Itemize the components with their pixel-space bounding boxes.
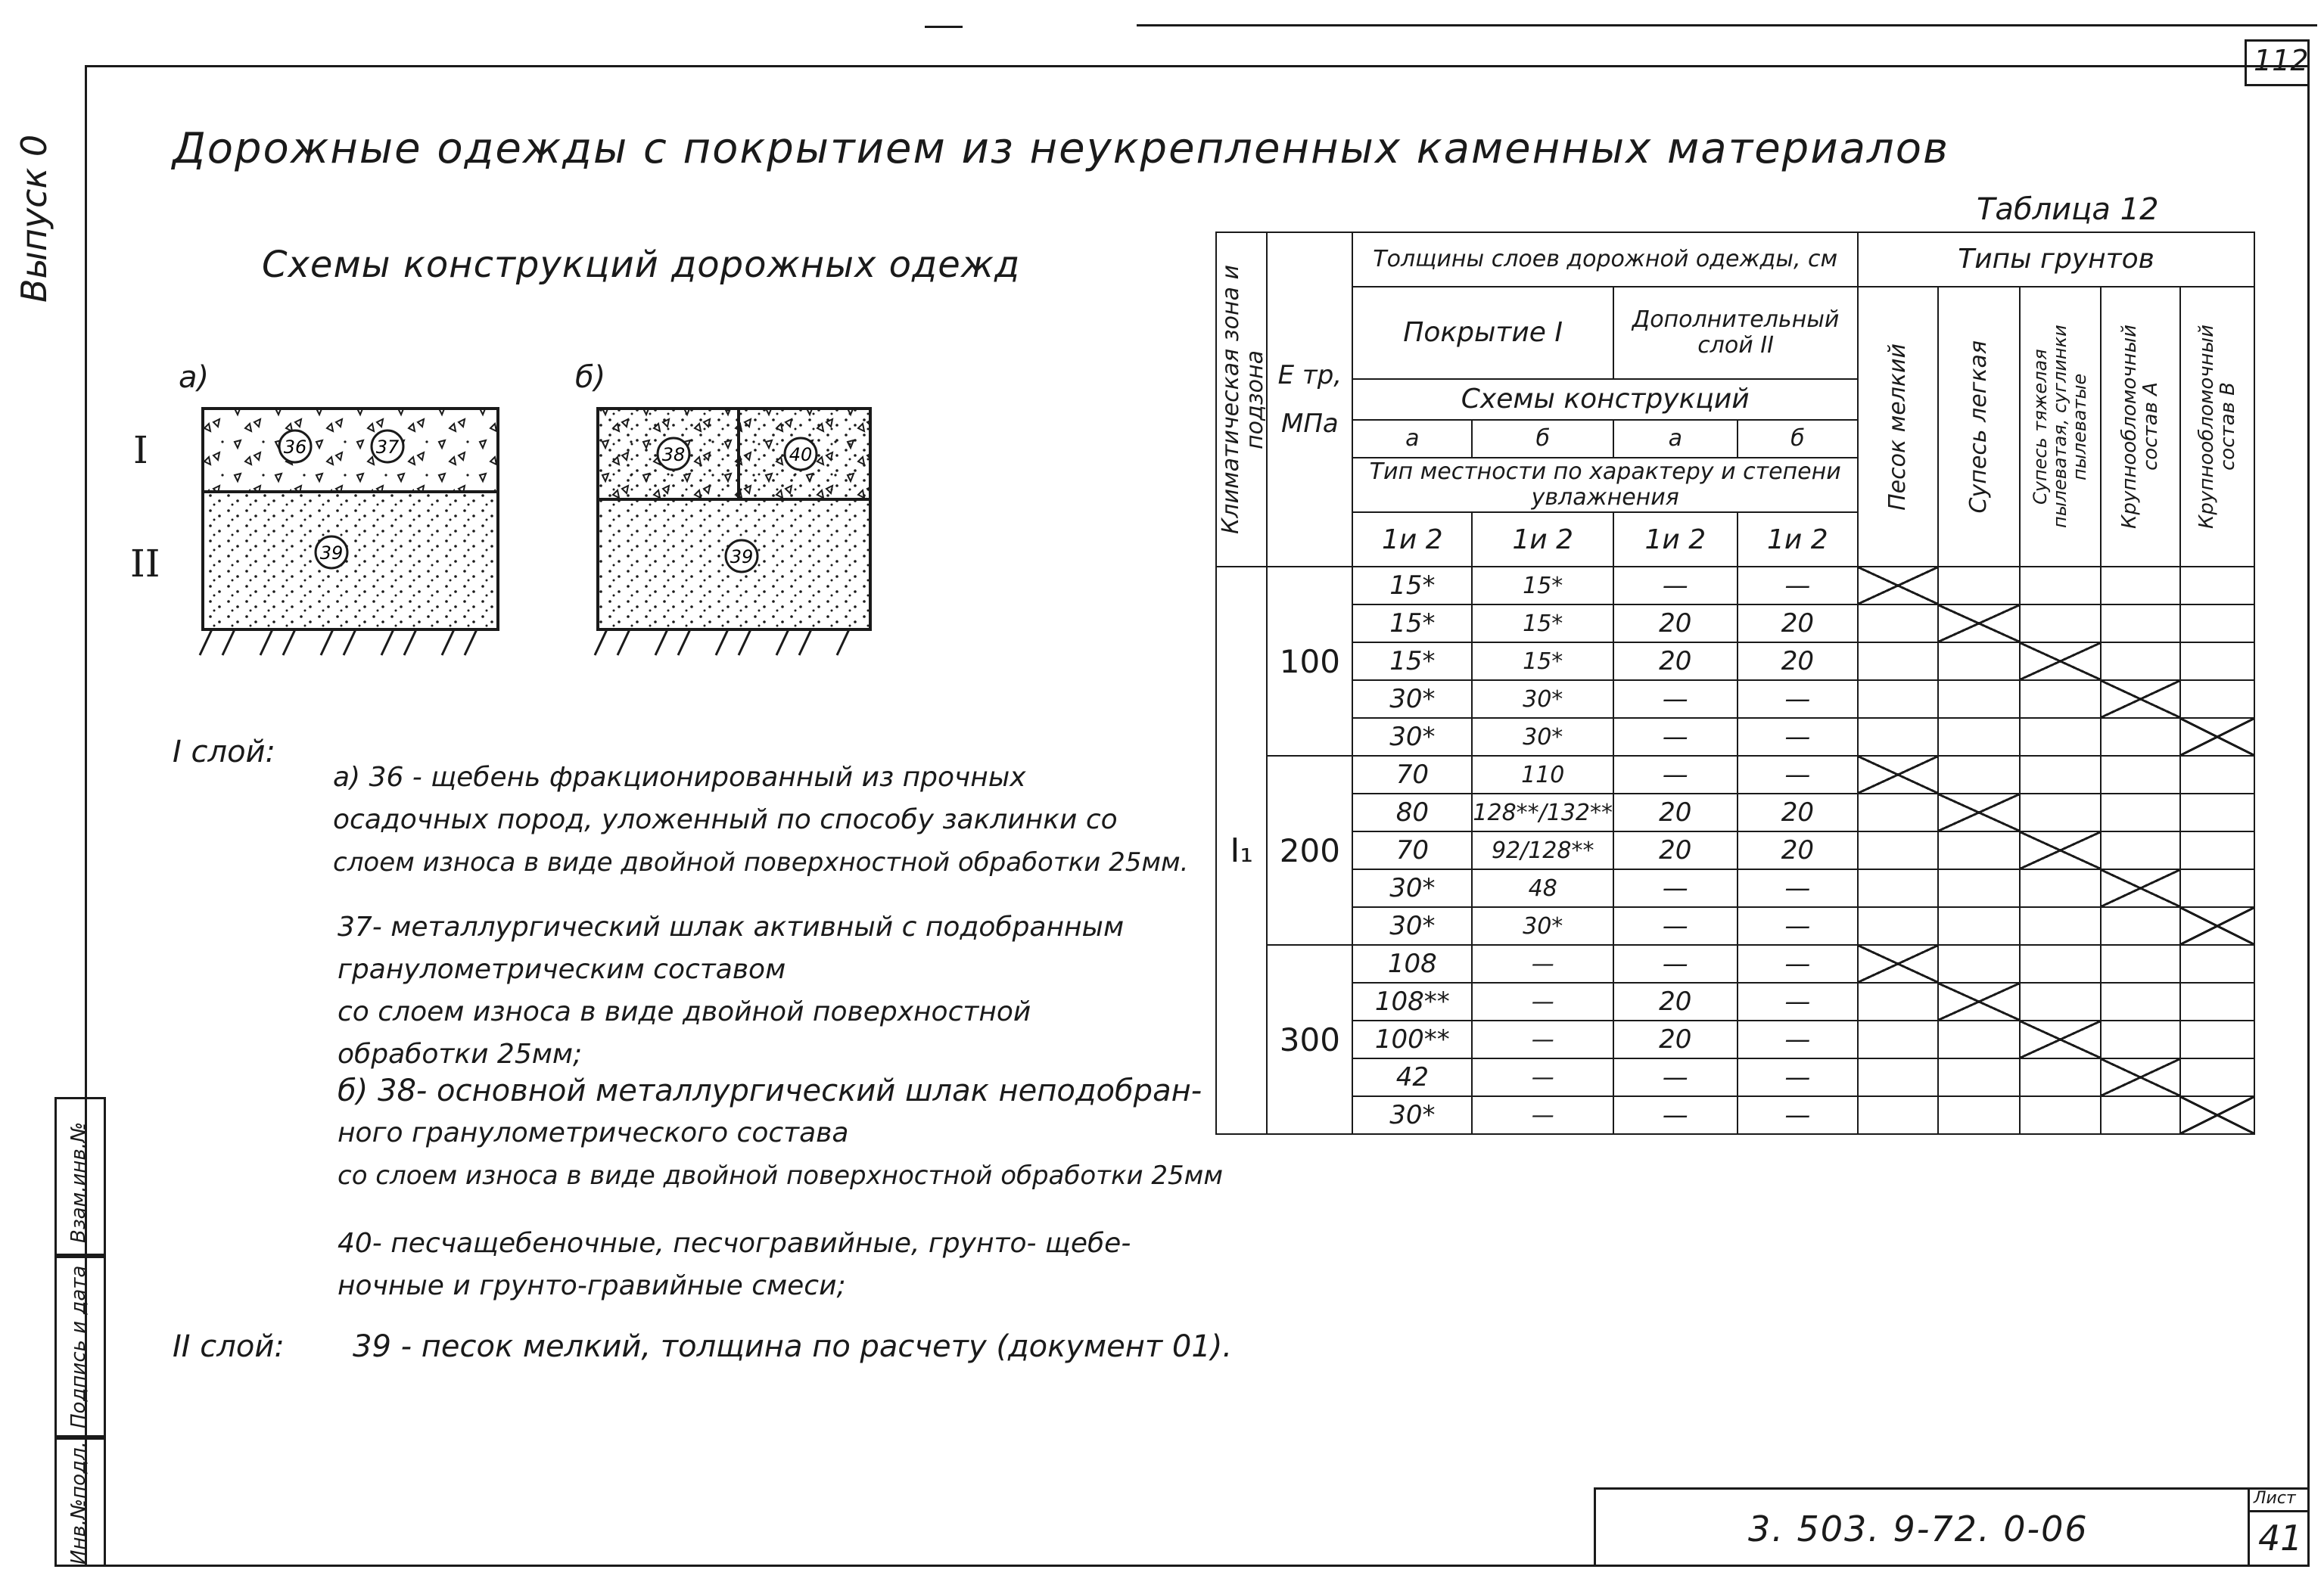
soil-cell (1938, 983, 2020, 1021)
soil-cell (2180, 718, 2254, 756)
soil-cell (2180, 1096, 2254, 1134)
soil-cell (1938, 907, 2020, 945)
soil-cell (1938, 831, 2020, 869)
sidebar-cell-3-label: Инв.№подл. (67, 1441, 90, 1565)
legend-a-37 (338, 906, 1124, 1076)
soil-cell (2101, 680, 2180, 718)
thickness-cell: — (1738, 983, 1859, 1021)
legend-line: со слоем износа в виде двойной поверхностной обработки 25мм (338, 1161, 1223, 1191)
soil-cell (2020, 1096, 2101, 1134)
soil-cell (1858, 869, 1938, 907)
thickness-cell: — (1613, 945, 1738, 983)
soil-cell (2101, 718, 2180, 756)
soil-cell (2180, 869, 2254, 907)
thickness-cell: 30* (1472, 680, 1613, 718)
head-terrain: Тип местности по характеру и степени увлажнения (1352, 458, 1858, 512)
soil-cell (2101, 831, 2180, 869)
soil-cell (2180, 756, 2254, 794)
scheme-b-num-40: 40 (789, 444, 813, 465)
scheme-b-label: б) (575, 360, 606, 395)
soil-cell (2020, 831, 2101, 869)
thickness-cell: — (1613, 567, 1738, 604)
head-terrain-2: 1и 2 (1472, 512, 1613, 567)
soil-head-3 (2020, 287, 2101, 567)
scheme-a-num-36: 36 (283, 437, 307, 458)
thickness-cell: — (1472, 983, 1613, 1021)
scheme-a (200, 409, 498, 655)
thickness-cell: — (1738, 1021, 1859, 1058)
head-schemes: Схемы конструкций (1352, 379, 1858, 420)
thickness-cell: 70 (1352, 831, 1472, 869)
thickness-cell: 30* (1472, 718, 1613, 756)
soil-head-5 (2180, 287, 2254, 567)
soil-cell (2020, 756, 2101, 794)
stamp-doc-code: 3. 503. 9-72. 0-06 (1748, 1509, 2089, 1549)
soil-head-1 (1858, 287, 1938, 567)
soil-cell (1858, 680, 1938, 718)
head-zone (1216, 232, 1267, 567)
thickness-cell: 20 (1613, 831, 1738, 869)
soil-head-1-text: Песок мелкий (1884, 343, 1912, 511)
table-row (1216, 604, 2254, 642)
layer-II-legend-label: II слой: (173, 1329, 285, 1364)
soil-cell (1858, 604, 1938, 642)
soil-cell (2101, 983, 2180, 1021)
soil-head-3-text: Супесь тяжелая пылеватая, суглинки пылеватые (2030, 325, 2091, 529)
head-col-b2: б (1738, 420, 1859, 458)
thickness-cell: 20 (1738, 794, 1859, 831)
legend-line: б) 38- основной металлургический шлак неподобран- (338, 1074, 1202, 1108)
soil-cell (1858, 1021, 1938, 1058)
legend-line: ночные и грунто-гравийные смеси; (338, 1270, 846, 1301)
thickness-cell: — (1738, 567, 1859, 604)
soil-cell (2180, 794, 2254, 831)
soil-cell (2180, 604, 2254, 642)
thickness-cell: 15* (1352, 642, 1472, 680)
thickness-cell: — (1613, 869, 1738, 907)
soil-cell (2020, 983, 2101, 1021)
legend-line: гранулометрическим составом (338, 954, 786, 985)
soil-cell (2020, 642, 2101, 680)
thickness-cell: 30* (1352, 907, 1472, 945)
thickness-cell: 20 (1613, 642, 1738, 680)
legend-b-40 (338, 1223, 1131, 1307)
thickness-cell: — (1472, 1058, 1613, 1096)
soil-cell (2101, 869, 2180, 907)
soil-cell (1858, 642, 1938, 680)
soil-cell (2180, 1058, 2254, 1096)
thickness-cell: 20 (1738, 831, 1859, 869)
soil-cell (1938, 1058, 2020, 1096)
legend-line: 40- песчащебеночные, песчогравийные, грунто- щебе- (338, 1228, 1131, 1259)
soil-cell (2020, 604, 2101, 642)
thickness-cell: — (1613, 718, 1738, 756)
side-label: Выпуск 0 (14, 134, 54, 303)
thickness-cell: 20 (1613, 604, 1738, 642)
thickness-cell: — (1613, 907, 1738, 945)
thickness-cell: — (1738, 869, 1859, 907)
soil-cell (1858, 756, 1938, 794)
soil-cell (1938, 869, 2020, 907)
stamp-sheet-divider (2248, 1510, 2310, 1512)
page-title: Дорожные одежды с покрытием из неукрепленных каменных материалов (173, 124, 1949, 173)
soil-cell (1858, 907, 1938, 945)
scheme-b-num-39: 39 (730, 546, 754, 567)
layer-I-legend-label: I слой: (173, 735, 276, 769)
soil-cell (1938, 794, 2020, 831)
head-types: Типы грунтов (1858, 232, 2254, 287)
head-etr: E тр, МПа (1267, 232, 1352, 567)
top-rule-long (1137, 24, 2317, 26)
soil-cell (2180, 680, 2254, 718)
soil-cell (2101, 945, 2180, 983)
thickness-cell: 30* (1352, 718, 1472, 756)
thickness-cell: — (1738, 1058, 1859, 1096)
soil-cell (1938, 756, 2020, 794)
soil-cell (2180, 831, 2254, 869)
soil-head-2 (1938, 287, 2020, 567)
etr-cell: 200 (1267, 756, 1352, 945)
scheme-diagrams (189, 401, 901, 673)
table-row (1216, 718, 2254, 756)
soil-cell (2101, 567, 2180, 604)
table-row (1216, 642, 2254, 680)
thickness-cell: 128**/132** (1472, 794, 1613, 831)
soil-cell (2101, 642, 2180, 680)
legend-line: обработки 25мм; (338, 1039, 583, 1070)
soil-cell (1858, 794, 1938, 831)
thickness-cell: — (1472, 945, 1613, 983)
legend-line: слоем износа в виде двойной поверхностной обработки 25мм. (333, 847, 1189, 878)
sidebar-cell-1-label: Взам.инв.№ (67, 1122, 90, 1243)
soil-cell (2020, 567, 2101, 604)
schemes-title: Схемы конструкций дорожных одежд (262, 244, 1021, 286)
soil-head-4-text: Крупнообломочный состав А (2118, 324, 2163, 530)
soil-cell (1858, 831, 1938, 869)
soil-cell (1938, 680, 2020, 718)
thickness-cell: 70 (1352, 756, 1472, 794)
etr-cell: 300 (1267, 945, 1352, 1134)
soil-cell (1858, 1096, 1938, 1134)
thickness-cell: — (1738, 1096, 1859, 1134)
table-row (1216, 945, 2254, 983)
sidebar-cell-1 (54, 1097, 106, 1256)
legend-b-38 (338, 1070, 1223, 1197)
soil-cell (1938, 718, 2020, 756)
legend-a-36 (333, 757, 1188, 884)
legend-line: осадочных пород, уложенный по способу заклинки со (333, 804, 1118, 835)
soil-cell (1858, 567, 1938, 604)
layer-II-legend-text: 39 - песок мелкий, толщина по расчету (документ 01). (353, 1329, 1233, 1364)
scheme-b (595, 409, 870, 655)
thickness-cell: — (1613, 680, 1738, 718)
thickness-cell: — (1472, 1096, 1613, 1134)
thickness-cell: 42 (1352, 1058, 1472, 1096)
legend-line: со слоем износа в виде двойной поверхностной (338, 996, 1031, 1027)
soil-cell (2180, 567, 2254, 604)
sidebar-cell-2-label: Подпись и дата (67, 1265, 90, 1428)
head-extra: Дополнительный слой II (1613, 287, 1858, 379)
soil-cell (2101, 907, 2180, 945)
sidebar-cell-2 (54, 1256, 106, 1437)
table-row (1216, 983, 2254, 1021)
soil-cell (2101, 1058, 2180, 1096)
layer-II-mark: II (130, 542, 160, 586)
thickness-cell: 15* (1472, 604, 1613, 642)
soil-cell (2101, 1021, 2180, 1058)
thickness-cell: — (1613, 756, 1738, 794)
soil-cell (2101, 794, 2180, 831)
thickness-cell: 108 (1352, 945, 1472, 983)
head-cover: Покрытие I (1352, 287, 1613, 379)
thickness-cell: 108** (1352, 983, 1472, 1021)
soil-cell (2180, 983, 2254, 1021)
table-row (1216, 1021, 2254, 1058)
head-terrain-4: 1и 2 (1738, 512, 1859, 567)
thickness-cell: 30* (1352, 869, 1472, 907)
thickness-cell: — (1738, 945, 1859, 983)
head-col-a1: а (1352, 420, 1472, 458)
top-rule-short (925, 26, 963, 28)
soil-cell (2020, 907, 2101, 945)
soil-cell (2101, 756, 2180, 794)
thickness-cell: 20 (1613, 1021, 1738, 1058)
soil-cell (2020, 680, 2101, 718)
thickness-cell: 30* (1472, 907, 1613, 945)
soil-cell (1858, 1058, 1938, 1096)
soil-cell (2180, 1021, 2254, 1058)
table-row (1216, 1058, 2254, 1096)
head-thickness: Толщины слоев дорожной одежды, см (1352, 232, 1858, 287)
scheme-a-label: а) (179, 360, 210, 395)
layer-I-mark: I (133, 428, 148, 472)
table-row (1216, 567, 2254, 604)
thickness-cell: — (1738, 718, 1859, 756)
soil-head-2-text: Супесь легкая (1965, 340, 1992, 514)
table-caption: Таблица 12 (1977, 192, 2159, 227)
thickness-cell: 30* (1352, 680, 1472, 718)
thickness-cell: 92/128** (1472, 831, 1613, 869)
soil-cell (2020, 1021, 2101, 1058)
head-col-a2: а (1613, 420, 1738, 458)
table-row (1216, 831, 2254, 869)
soil-cell (2020, 794, 2101, 831)
soil-cell (1938, 1096, 2020, 1134)
soil-cell (2020, 718, 2101, 756)
zone-cell: I₁ (1216, 567, 1267, 1134)
scheme-b-num-38: 38 (661, 444, 686, 465)
soil-cell (2180, 945, 2254, 983)
legend-line: а) 36 - щебень фракционированный из прочных (333, 762, 1026, 793)
soil-cell (2180, 907, 2254, 945)
thickness-cell: 100** (1352, 1021, 1472, 1058)
soil-cell (2180, 642, 2254, 680)
page-corner-number: 112 (2254, 44, 2309, 77)
etr-cell: 100 (1267, 567, 1352, 756)
table-row (1216, 907, 2254, 945)
thickness-cell: — (1613, 1058, 1738, 1096)
thickness-cell: 15* (1472, 642, 1613, 680)
head-col-b1: б (1472, 420, 1613, 458)
thickness-cell: 30* (1352, 1096, 1472, 1134)
thickness-cell: 15* (1472, 567, 1613, 604)
soil-cell (2101, 604, 2180, 642)
stamp-sheet-number: 41 (2258, 1518, 2303, 1558)
soil-cell (1858, 945, 1938, 983)
soil-cell (1938, 567, 2020, 604)
thickness-cell: 110 (1472, 756, 1613, 794)
soil-cell (1938, 642, 2020, 680)
thickness-cell: — (1738, 756, 1859, 794)
legend-line: ного гранулометрического состава (338, 1117, 849, 1148)
soil-cell (2020, 1058, 2101, 1096)
thickness-cell: — (1738, 680, 1859, 718)
soil-cell (2020, 869, 2101, 907)
table-row (1216, 794, 2254, 831)
soil-cell (1938, 604, 2020, 642)
soil-cell (1938, 945, 2020, 983)
thickness-cell: 20 (1613, 983, 1738, 1021)
head-terrain-1: 1и 2 (1352, 512, 1472, 567)
thickness-cell: 15* (1352, 567, 1472, 604)
table-row (1216, 1096, 2254, 1134)
thickness-cell: 48 (1472, 869, 1613, 907)
thickness-cell: 15* (1352, 604, 1472, 642)
soil-cell (1858, 718, 1938, 756)
thickness-cell: — (1472, 1021, 1613, 1058)
scheme-a-num-39: 39 (319, 542, 344, 564)
table-row (1216, 869, 2254, 907)
thickness-cell: — (1613, 1096, 1738, 1134)
soil-cell (1938, 1021, 2020, 1058)
soil-cell (2020, 945, 2101, 983)
thickness-cell: 20 (1738, 642, 1859, 680)
scheme-a-num-37: 37 (375, 437, 400, 458)
thickness-cell: — (1738, 907, 1859, 945)
table-row (1216, 680, 2254, 718)
sidebar-cell-3 (54, 1437, 106, 1567)
soil-cell (1858, 983, 1938, 1021)
soil-head-4 (2101, 287, 2180, 567)
table-row (1216, 756, 2254, 794)
head-zone-text: Климатическая зона и подзона (1217, 264, 1268, 535)
thickness-cell: 20 (1738, 604, 1859, 642)
thickness-cell: 80 (1352, 794, 1472, 831)
soil-cell (2101, 1096, 2180, 1134)
head-terrain-3: 1и 2 (1613, 512, 1738, 567)
stamp-sheet-label: Лист (2254, 1489, 2296, 1508)
legend-line: 37- металлургический шлак активный с подобранным (338, 912, 1125, 943)
thickness-cell: 20 (1613, 794, 1738, 831)
table-12 (1215, 232, 2255, 1135)
soil-head-5-text: Крупнообломочный состав В (2195, 324, 2240, 530)
